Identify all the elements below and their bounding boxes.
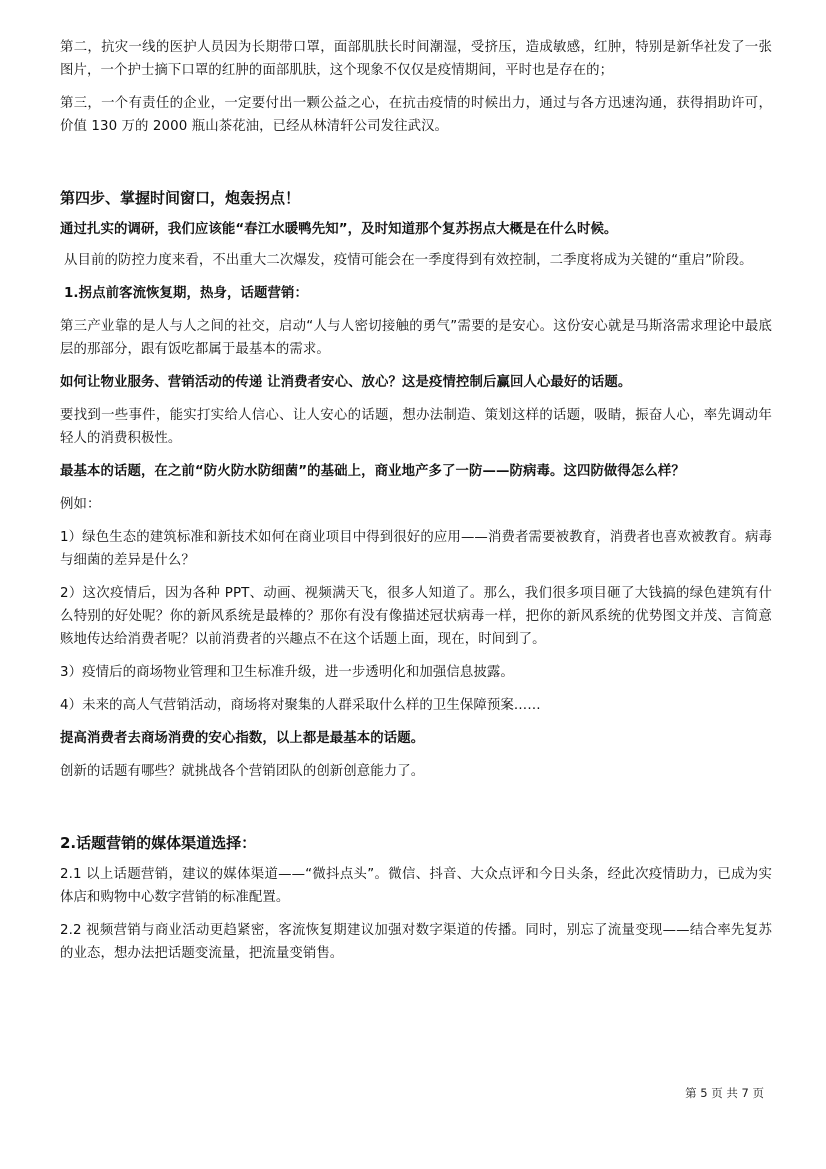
paragraph-third-point: 第三，一个有责任的企业，一定要付出一颗公益之心，在抗击疫情的时候出力，通过与各方迅速沟通，获得捐助许可，价值 130 万的 2000 瓶山茶花油，已经从林清轩公司发往武汉。 <box>60 96 772 134</box>
heading-step-four: 第四步、掌握时间窗口，炮轰拐点！ <box>60 189 301 207</box>
page-number: 第 5 页 共 7 页 <box>685 1086 764 1100</box>
paragraph-section-2-2: 2.2 视频营销与商业活动更趋紧密，客流恢复期建议加强对数字渠道的传播。同时，别忘了流量变现——结合率先复苏的业态，想办法把话题变流量，把流量变销售。 <box>60 923 772 961</box>
list-item-2: 2）这次疫情后，因为各种 PPT、动画、视频满天飞，很多人知道了。那么，我们很多项目砸了大钱搞的绿色建筑有什么特别的好处呢？你的新风系统是最棒的？那你有没有像描述冠状病毒一样，把你的新风系统的优势图文并茂、言简意赅地传达给消费者呢？以前消费者的兴趣点不在这个话题上面，现在，时间到了。 <box>60 586 772 647</box>
paragraph-tertiary-industry: 第三产业靠的是人与人之间的社交，启动“人与人密切接触的勇气”需要的是安心。这份安心就是马斯洛需求理论中最底层的那部分，跟有饭吃都属于最基本的需求。 <box>60 319 772 357</box>
subheading-inflection-warmup: 1.拐点前客流恢复期，热身，话题营销： <box>64 286 308 301</box>
paragraph-find-events: 要找到一些事件，能实打实给人信心、让人安心的话题，想办法制造、策划这样的话题，吸睛，振奋人心，率先调动年轻人的消费积极性。 <box>60 408 772 446</box>
paragraph-second-point: 第二，抗灾一线的医护人员因为长期带口罩，面部肌肤长时间潮湿，受挤压，造成敏感，红肿，特别是新华社发了一张图片，一个护士摘下口罩的红肿的面部肌肤，这个现象不仅仅是疫情期间，平时也是存在的； <box>60 40 772 78</box>
paragraph-innovative-topics: 创新的话题有哪些？就挑战各个营销团队的创新创意能力了。 <box>60 764 425 779</box>
list-item-1: 1）绿色生态的建筑标准和新技术如何在商业项目中得到很好的应用——消费者需要被教育，消费者也喜欢被教育。病毒与细菌的差异是什么？ <box>60 530 772 568</box>
bold-four-preventions: 最基本的话题，在之前“防火防水防细菌”的基础上，商业地产多了一防——防病毒。这四防做得怎么样？ <box>60 464 685 479</box>
list-item-3: 3）疫情后的商场物业管理和卫生标准升级，进一步透明化和加强信息披露。 <box>60 665 514 680</box>
paragraph-control-outlook: 从目前的防控力度来看，不出重大二次爆发，疫情可能会在一季度得到有效控制，二季度将成为关键的“重启”阶段。 <box>64 253 753 268</box>
paragraph-section-2-1: 2.1 以上话题营销，建议的媒体渠道——“微抖点头”。微信、抖音、大众点评和今日头条，经此次疫情助力，已成为实体店和购物中心数字营销的标准配置。 <box>60 867 772 905</box>
list-item-4: 4）未来的高人气营销活动，商场将对聚集的人群采取什么样的卫生保障预案…… <box>60 698 541 713</box>
document-page <box>60 36 772 965</box>
bold-safety-index: 提高消费者去商场消费的安心指数，以上都是最基本的话题。 <box>60 731 425 746</box>
bold-spring-river: 通过扎实的调研，我们应该能“春江水暖鸭先知”，及时知道那个复苏拐点大概是在什么时候。 <box>60 222 618 237</box>
paragraph-for-example: 例如： <box>60 497 101 512</box>
bold-reassure-consumers: 如何让物业服务、营销活动的传递 让消费者安心、放心？这是疫情控制后赢回人心最好的话题。 <box>60 375 632 390</box>
heading-media-channels: 2.话题营销的媒体渠道选择： <box>60 834 257 852</box>
